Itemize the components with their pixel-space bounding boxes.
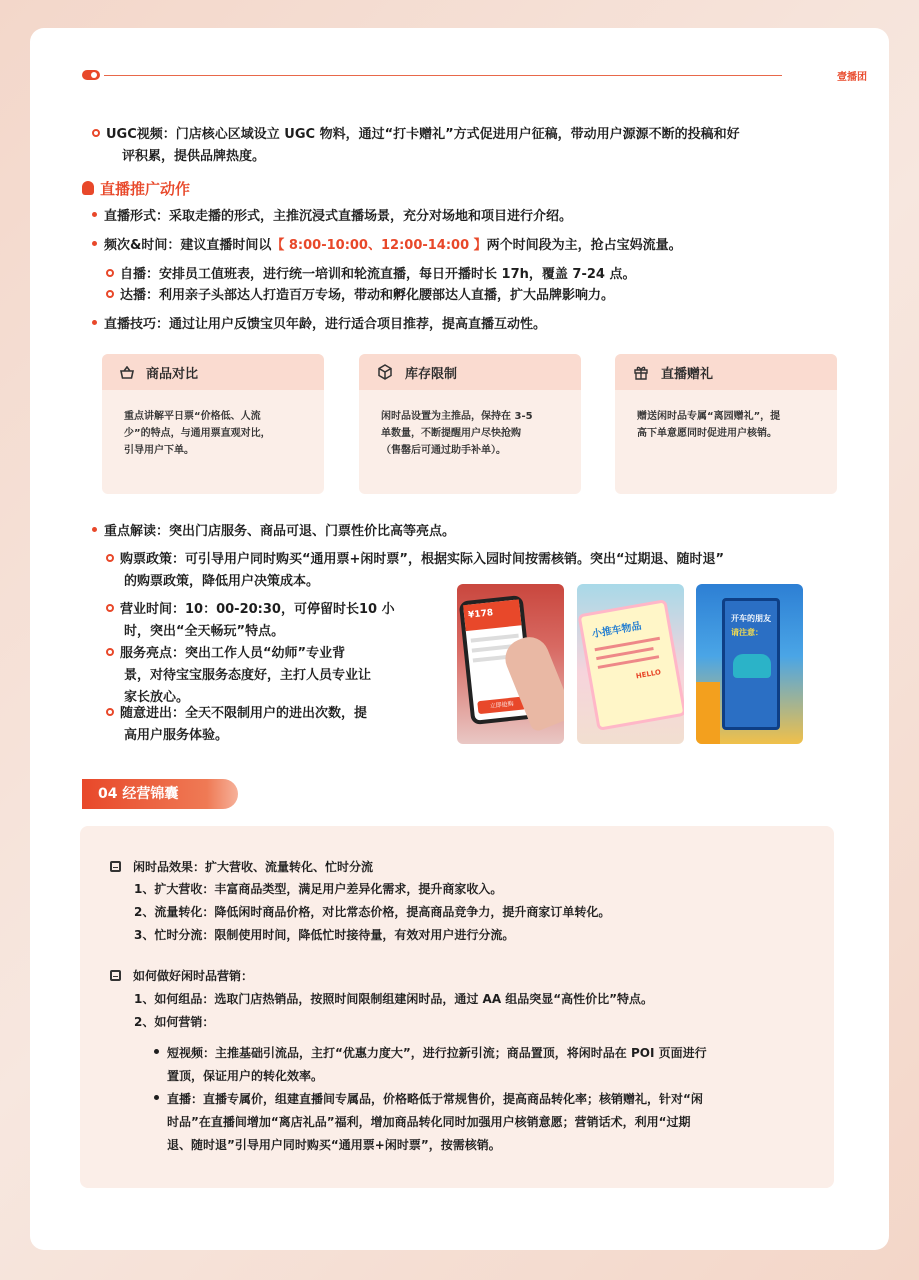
bullet-ring-icon	[106, 290, 114, 298]
card-line: 赠送闲时品专属“离园赠礼”，提	[637, 411, 781, 422]
service-line-3: 家长放心。	[124, 690, 190, 705]
ugc-paragraph	[92, 124, 740, 146]
how-title	[110, 965, 253, 987]
live-frequency	[92, 235, 682, 257]
video-paragraph	[154, 1042, 707, 1064]
freq-suffix: 两个时间段为主，抢占宝妈流量。	[486, 238, 682, 253]
brand-label: 壹播团	[837, 72, 867, 83]
card-head	[102, 354, 324, 390]
live-heading	[82, 178, 190, 199]
live-form-text: 直播形式：采取走播的形式，主推沉浸式直播场景，充分对场地和项目进行介绍。	[104, 209, 573, 224]
card-live-gift	[615, 354, 837, 494]
page	[30, 28, 889, 1250]
card-title: 直播赠礼	[661, 366, 714, 382]
service-paragraph	[106, 643, 345, 665]
effect-item-3: 3、忙时分流：限制使用时间，降低忙时接待量，有效对用户进行分流。	[134, 928, 515, 942]
policy-paragraph	[106, 549, 724, 571]
live-self	[106, 264, 635, 286]
highlights-title-text: 重点解读：突出门店服务、商品可退、门票性价比高等亮点。	[104, 524, 456, 539]
phone-photo	[457, 584, 564, 744]
bullet-ring-icon	[106, 648, 114, 656]
card-line: 单数量，不断提醒用户尽快抢购	[381, 428, 521, 439]
tips-panel	[80, 826, 834, 1188]
live-line-2: 时品”在直播间增加“离店礼品”福利，增加商品转化同时加强用户核销意愿；营销话术，利用“过期	[167, 1115, 691, 1129]
how-item-2: 2、如何营销：	[134, 1015, 215, 1029]
bullet-dot-icon	[154, 1049, 159, 1054]
free-line-1: 随意进出：全天不限制用户的进出次数，提	[120, 706, 368, 721]
video-line-2: 置顶，保证用户的转化效率。	[167, 1069, 324, 1083]
sign-hello: HELLO	[635, 668, 662, 681]
bullet-dot-icon	[92, 212, 97, 217]
sign-photo	[577, 584, 684, 744]
bullet-ring-icon	[92, 129, 100, 137]
live-line-3: 退、随时退”引导用户同时购买“通用票+闲时票”，按需核销。	[167, 1138, 501, 1152]
card-head	[615, 354, 837, 390]
live-talent	[106, 285, 614, 307]
live-talent-text: 达播：利用亲子头部达人打造百万专场，带动和孵化腰部达人直播，扩大品牌影响力。	[120, 288, 615, 303]
video-line-1: 短视频：主推基础引流品，主打“优惠力度大”，进行拉新引流；商品置顶，将闲时品在 POI 页面进行	[167, 1046, 707, 1060]
poster-sub: 请注意：	[731, 628, 763, 637]
hours-line-2: 时，突出“全天畅玩”特点。	[124, 624, 285, 639]
ugc-line-1: UGC视频：门店核心区域设立 UGC 物料，通过“打卡赠礼”方式促进用户征稿，带动用户源源不断的投稿和好	[106, 127, 740, 142]
sign-title: 小推车物品	[591, 620, 643, 641]
ugc-line-2: 评积累，提供品牌热度。	[122, 149, 266, 164]
poster-board	[722, 598, 780, 730]
hours-paragraph	[106, 599, 395, 621]
poster-title: 开车的朋友	[731, 614, 771, 623]
section-tab: 04 经营锦囊	[82, 779, 238, 809]
hours-line-1: 营业时间：10：00-20:30，可停留时长10 小	[120, 602, 395, 617]
box-icon	[377, 364, 393, 380]
service-line-2: 景，对待宝宝服务态度好，主打人员专业让	[124, 668, 372, 683]
card-line: （售罄后可通过助手补单）。	[381, 445, 506, 456]
card-body	[615, 390, 837, 442]
sign-board	[577, 599, 684, 731]
card-head	[359, 354, 581, 390]
card-body	[102, 390, 324, 459]
gift-icon	[633, 364, 649, 380]
card-line: 引导用户下单。	[124, 445, 194, 456]
live-form	[92, 206, 572, 228]
effect-item-2: 2、流量转化：降低闲时商品价格，对比常态价格，提高商品竞争力，提升商家订单转化。	[134, 905, 611, 919]
bullet-ring-icon	[106, 554, 114, 562]
card-line: 少”的特点，与通用票直观对比，	[124, 428, 271, 439]
policy-line-2: 的购票政策，降低用户决策成本。	[124, 574, 320, 589]
card-line: 重点讲解平日票“价格低、人流	[124, 411, 261, 422]
live-heading-text: 直播推广动作	[100, 180, 191, 198]
free-paragraph	[106, 703, 367, 725]
live-tips-text: 直播技巧：通过让用户反馈宝贝年龄，进行适合项目推荐，提高直播互动性。	[104, 317, 547, 332]
card-product-compare	[102, 354, 324, 494]
bullet-dot-icon	[92, 320, 97, 325]
effect-item-1: 1、扩大营收：丰富商品类型，满足用户差异化需求，提升商家收入。	[134, 882, 503, 896]
how-title-text: 如何做好闲时品营销：	[133, 969, 254, 983]
phone-buy-button: 立即抢购	[477, 696, 526, 714]
effect-title	[110, 856, 373, 878]
phone-text-bar	[471, 634, 519, 643]
card-title: 商品对比	[146, 366, 199, 382]
how-item-1: 1、如何组品：选取门店热销品，按照时间限制组建闲时品，通过 AA 组品突显“高性价比”特点。	[134, 992, 654, 1006]
freq-highlight: 【 8:00-10:00、12:00-14:00 】	[271, 238, 487, 253]
free-line-2: 高用户服务体验。	[124, 728, 229, 743]
header-rule	[82, 70, 782, 80]
book-icon	[110, 970, 121, 981]
highlights-title	[92, 521, 455, 543]
bullet-dot-icon	[92, 241, 97, 246]
live-line-1: 直播：直播专属价，组建直播间专属品，价格略低于常规售价，提高商品转化率；核销赠礼，针对“闲	[167, 1092, 703, 1106]
card-title: 库存限制	[405, 366, 458, 382]
card-line: 闲时品设置为主推品，保持在 3-5	[381, 411, 533, 422]
lightbulb-icon	[82, 181, 94, 195]
car-icon	[733, 654, 771, 678]
card-line: 高下单意愿同时促进用户核销。	[637, 428, 777, 439]
live-paragraph	[154, 1088, 703, 1110]
shelf-shape	[696, 682, 720, 744]
card-stock-limit	[359, 354, 581, 494]
service-line-1: 服务亮点：突出工作人员“幼师”专业背	[120, 646, 346, 661]
toggle-pill-icon	[82, 70, 100, 80]
basket-icon	[120, 366, 134, 379]
bullet-ring-icon	[106, 269, 114, 277]
bullet-ring-icon	[106, 708, 114, 716]
bullet-dot-icon	[154, 1095, 159, 1100]
bullet-dot-icon	[92, 527, 97, 532]
effect-title-text: 闲时品效果：扩大营收、流量转化、忙时分流	[133, 860, 374, 874]
bullet-ring-icon	[106, 604, 114, 612]
freq-prefix: 频次&时间：建议直播时间以	[104, 238, 272, 253]
phone-price: ¥178	[467, 608, 494, 621]
policy-line-1: 购票政策：可引导用户同时购买“通用票+闲时票”，根据实际入园时间按需核销。突出“过期退、随时退”	[120, 552, 725, 567]
live-tips	[92, 314, 546, 336]
divider	[104, 75, 782, 76]
card-body	[359, 390, 581, 459]
book-icon	[110, 861, 121, 872]
live-self-text: 自播：安排员工值班表，进行统一培训和轮流直播，每日开播时长 17h，覆盖 7-24 点。	[120, 267, 636, 282]
poster-photo	[696, 584, 803, 744]
